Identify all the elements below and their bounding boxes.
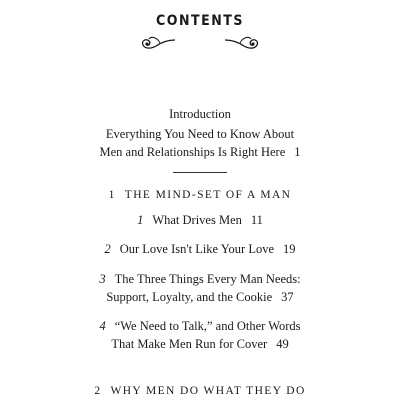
part-2-title: WHY MEN DO WHAT THEY DO (110, 385, 306, 397)
intro-entry-line1[interactable] (0, 127, 400, 142)
chapter-2-title: Our Love Isn't Like Your Love (119, 242, 275, 256)
chapter-1-number: 1 (137, 213, 144, 227)
contents-title: CONTENTS (156, 13, 244, 29)
part-1-heading[interactable] (0, 189, 400, 201)
ornament-flourish-left-icon (140, 31, 176, 53)
intro-entry-text-1: Everything You Need to Know About (105, 127, 295, 141)
chapter-4-entry-line1[interactable] (0, 319, 400, 334)
chapter-2-number: 2 (104, 242, 111, 256)
chapter-3-title-line1: The Three Things Every Man Needs: (114, 272, 301, 286)
part-1-title: THE MIND-SET OF A MAN (124, 189, 292, 201)
chapter-4-number: 4 (99, 319, 106, 333)
chapter-2-entry[interactable] (0, 242, 400, 257)
part-2-heading[interactable] (0, 385, 400, 397)
chapter-4-title-line1: “We Need to Talk,” and Other Words (114, 319, 301, 333)
ornament-flourish-right-icon (224, 31, 260, 53)
part-1-number: 1 (108, 189, 116, 201)
chapter-3-entry-line1[interactable] (0, 272, 400, 287)
chapter-1-page: 11 (250, 213, 263, 227)
chapter-1-entry[interactable] (0, 213, 400, 228)
chapter-4-entry-line2[interactable] (0, 337, 400, 352)
chapter-4-page: 49 (276, 337, 289, 351)
chapter-2-page: 19 (283, 242, 296, 256)
chapter-4-title-line2: That Make Men Run for Cover (111, 337, 268, 351)
chapter-3-title-line2: Support, Loyalty, and the Cookie (106, 290, 273, 304)
section-divider (173, 172, 227, 173)
chapter-3-number: 3 (99, 272, 106, 286)
intro-entry-page: 1 (294, 145, 301, 159)
intro-title: Introduction (169, 107, 231, 121)
part-2-number: 2 (94, 385, 102, 397)
chapter-3-page: 37 (281, 290, 294, 304)
chapter-1-title: What Drives Men (152, 213, 242, 227)
contents-header (0, 13, 400, 53)
intro-entry-line2[interactable] (0, 145, 400, 160)
chapter-3-entry-line2[interactable] (0, 290, 400, 305)
intro-entry-text-2: Men and Relationships Is Right Here (99, 145, 286, 159)
